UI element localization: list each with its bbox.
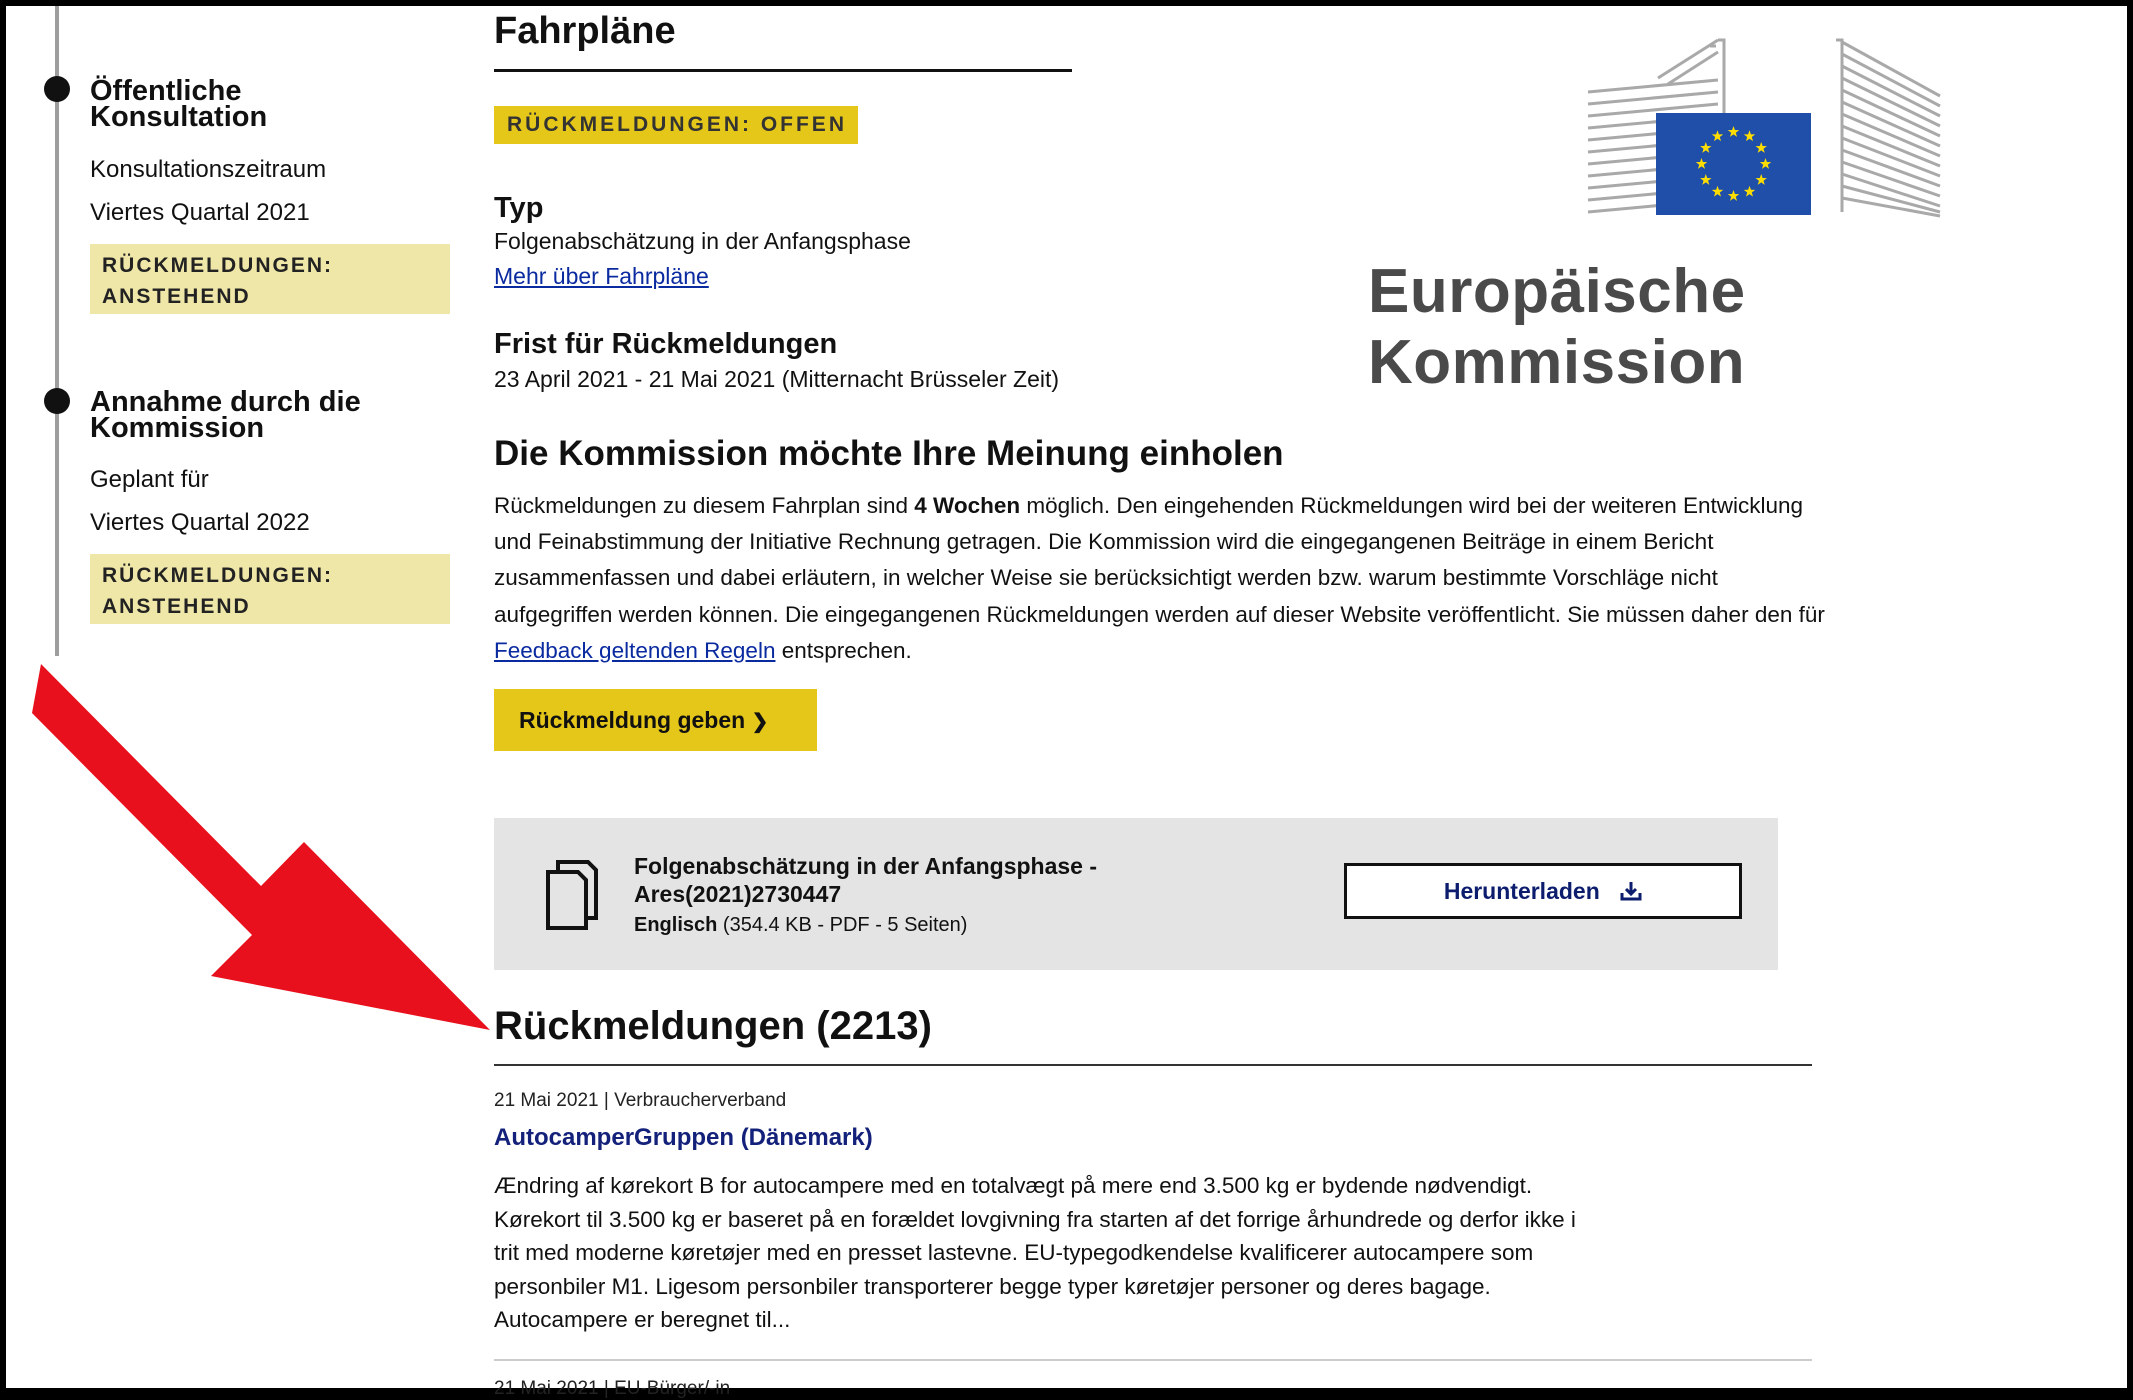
status-badge-pending xyxy=(90,554,450,624)
opinion-heading: Die Kommission möchte Ihre Meinung einholen xyxy=(494,434,1284,473)
feedback-item-divider xyxy=(494,1359,1812,1361)
give-feedback-label: Rückmeldung geben xyxy=(519,707,746,733)
document-meta xyxy=(634,914,967,937)
timeline-step-title-line: Konsultation xyxy=(90,101,268,133)
feedback-meta: 21 Mai 2021 | EU-Bürger/-in xyxy=(494,1378,731,1399)
timeline-step-period: Viertes Quartal 2022 xyxy=(90,509,310,536)
document-card xyxy=(494,818,1778,970)
type-label: Typ xyxy=(494,192,544,224)
status-badge-line: RÜCKMELDUNGEN: xyxy=(102,564,333,587)
timeline-line xyxy=(55,6,59,656)
feedback-body: Ændring af kørekort B for autocampere med en totalvægt på mere end 3.500 kg er bydende nødvendigt. Kørekort til 3.500 kg er baseret på en forældet lovgivning fra starten af det forrige århundrede og derfor ikke i trit med moderne køretøjer med en presset lastevne. EU-typegodkendelse kvalificerer autocampere som personbiler M1. Ligesom personbiler transporterer begge typer køretøjer personer og deres bagage. Autocampere er beregnet til... xyxy=(494,1173,1576,1332)
feedback-heading: Rückmeldungen (2213) xyxy=(494,1004,932,1048)
timeline-step-title-line: Öffentliche xyxy=(90,75,242,107)
status-badge-open: RÜCKMELDUNGEN: OFFEN xyxy=(494,106,858,144)
timeline-dot xyxy=(44,388,70,414)
page xyxy=(6,6,2127,1399)
feedback-divider xyxy=(494,1064,1812,1066)
eu-commission-wordmark: Europäische Kommission xyxy=(1368,257,1746,397)
document-icon xyxy=(544,858,600,930)
timeline-step-title-line: Annahme durch die xyxy=(90,386,361,418)
feedback-rules-link[interactable]: Feedback geltenden Regeln xyxy=(494,637,776,663)
document-title: Folgenabschätzung in der Anfangsphase - Ares(2021)2730447 xyxy=(634,853,1098,907)
paragraph-text: entsprechen. xyxy=(775,637,912,663)
status-badge-pending xyxy=(90,244,450,314)
timeline-step-label: Geplant für xyxy=(90,466,209,493)
status-badge-line: RÜCKMELDUNGEN: xyxy=(102,254,333,277)
feedback-meta: 21 Mai 2021 | Verbraucherverband xyxy=(494,1090,787,1111)
feedback-author-link[interactable]: AutocamperGruppen (Dänemark) xyxy=(494,1124,873,1151)
deadline-label: Frist für Rückmeldungen xyxy=(494,328,838,360)
annotation-arrow xyxy=(6,656,526,1056)
paragraph-text: Rückmeldungen zu diesem Fahrplan sind xyxy=(494,493,915,518)
timeline-step-title-line: Kommission xyxy=(90,412,265,444)
document-language: Englisch xyxy=(634,914,718,936)
timeline-dot xyxy=(44,76,70,102)
status-badge-line: ANSTEHEND xyxy=(102,285,251,308)
type-value: Folgenabschätzung in der Anfangsphase xyxy=(494,228,911,254)
timeline-step-period: Viertes Quartal 2021 xyxy=(90,199,310,226)
title-divider xyxy=(494,69,1072,72)
page-title: Fahrpläne xyxy=(494,10,676,52)
deadline-value: 23 April 2021 - 21 Mai 2021 (Mitternacht Brüsseler Zeit) xyxy=(494,366,1060,392)
chevron-right-icon: ❯ xyxy=(751,711,769,733)
document-details: (354.4 KB - PDF - 5 Seiten) xyxy=(717,914,968,936)
download-button[interactable] xyxy=(1344,863,1742,919)
roadmap-info-link[interactable]: Mehr über Fahrpläne xyxy=(494,263,709,289)
timeline-step-title xyxy=(90,75,268,133)
timeline-step-label: Konsultationszeitraum xyxy=(90,156,327,183)
paragraph-text: möglich. Den eingehenden Rückmeldungen wird bei der weiteren Entwicklung und Feinabstimmung der Initiative Rechnung getragen. Die Kommission wird die eingegangenen Beiträge in einem Bericht zusammenfassen und dabei erläutern, in welcher Weise sie berücksichtigt werden bzw. warum bestimmte Vorschläge nicht aufgegriffen werden können. Die eingegangenen Rückmeldungen werden auf dieser Website veröffentlicht. Sie müssen daher den für xyxy=(494,493,1825,627)
paragraph-emphasis: 4 Wochen xyxy=(914,493,1021,518)
give-feedback-button[interactable] xyxy=(494,689,817,751)
status-badge-line: ANSTEHEND xyxy=(102,595,251,618)
download-button-label: Herunterladen xyxy=(1443,878,1600,904)
timeline-step-title xyxy=(90,386,361,444)
download-icon xyxy=(1620,881,1642,901)
eu-commission-logo xyxy=(1578,32,1948,222)
opinion-paragraph xyxy=(494,488,1834,669)
